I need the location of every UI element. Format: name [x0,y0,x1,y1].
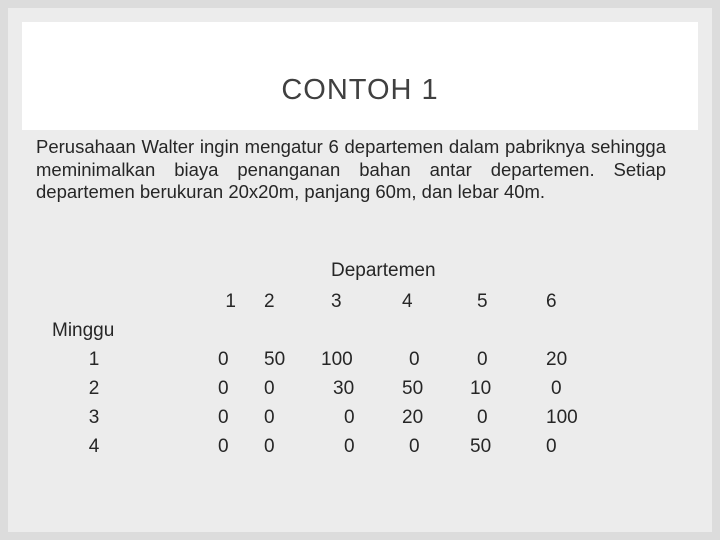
row-label: 1 [88,349,100,370]
table-cell: 0 [218,349,229,370]
table-cell: 0 [477,349,488,370]
table-cell: 30 [333,378,355,399]
column-header: 6 [546,291,557,312]
row-label: 2 [88,378,100,399]
table-cell: 0 [218,436,229,457]
row-label: 4 [88,436,100,457]
table-cell: 50 [470,436,492,457]
row-header: Minggu [52,320,115,341]
table-cell: 0 [344,436,355,457]
table-cell: 10 [470,378,492,399]
table-cell: 0 [264,378,275,399]
column-header: 3 [331,291,342,312]
table-cell: 0 [344,407,355,428]
table-cell: 20 [402,407,424,428]
table-cell: 0 [264,407,275,428]
table-group-header: Departemen [331,260,436,281]
table-cell: 0 [409,349,420,370]
table-cell: 100 [546,407,578,428]
title-box [22,22,698,130]
table-cell: 100 [321,349,353,370]
table-cell: 0 [218,378,229,399]
column-header: 5 [477,291,488,312]
problem-paragraph: Perusahaan Walter ingin mengatur 6 departemen dalam pabriknya sehingga meminimalkan biaya penanganan bahan antar departemen. Setiap departemen berukuran 20x20m, panjang 60m, dan lebar 40m. [36,136,666,202]
table-cell: 0 [477,407,488,428]
table-cell: 0 [546,436,557,457]
slide-title: CONTOH 1 [281,74,439,106]
table-cell: 0 [551,378,562,399]
row-label: 3 [88,407,100,428]
column-header: 1 [225,291,236,312]
table-cell: 20 [546,349,568,370]
table-cell: 0 [409,436,420,457]
table-cell: 50 [402,378,424,399]
column-header: 2 [264,291,275,312]
column-header: 4 [402,291,413,312]
table-cell: 50 [264,349,286,370]
table-cell: 0 [218,407,229,428]
table-cell: 0 [264,436,275,457]
